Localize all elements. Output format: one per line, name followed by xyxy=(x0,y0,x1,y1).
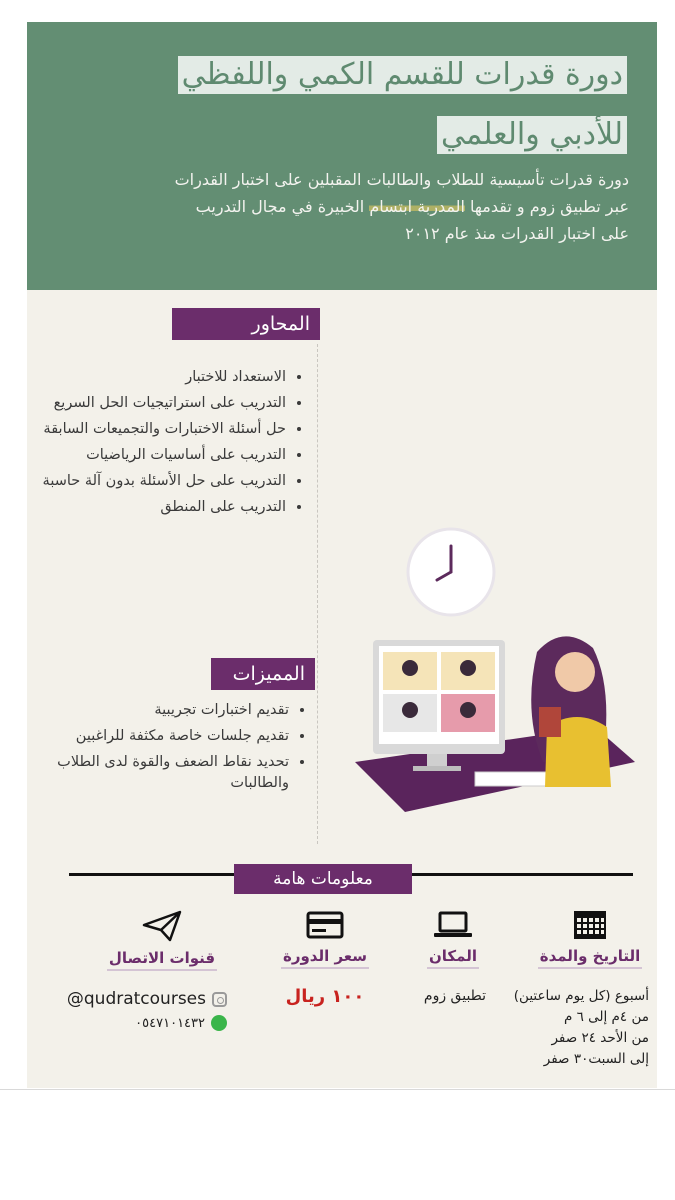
course-flyer xyxy=(27,22,657,1088)
list-item: • التدريب على أساسيات الرياضيات xyxy=(27,445,286,466)
date-line: أسبوع (كل يوم ساعتين) xyxy=(513,988,649,1004)
list-item: • التدريب على حل الأسئلة بدون آلة حاسبة xyxy=(27,471,286,492)
laptop-icon xyxy=(433,910,473,940)
date-line: من ٤م إلى ٦ م xyxy=(563,1009,649,1025)
whatsapp-icon xyxy=(211,1015,227,1031)
important-info-heading: معلومات هامة xyxy=(234,864,412,894)
clock-icon xyxy=(408,529,494,615)
title-line-1: دورة قدرات للقسم الكمي واللفظي xyxy=(178,56,627,94)
calendar-icon xyxy=(573,910,607,940)
instagram-handle[interactable]: @qudratcourses xyxy=(66,989,206,1009)
online-class-illustration xyxy=(315,522,635,812)
contact-label: قنوات الاتصال xyxy=(107,949,217,971)
date-line: إلى السبت٣٠ صفر xyxy=(543,1051,649,1067)
instagram-icon xyxy=(212,992,227,1007)
intro-text xyxy=(49,166,629,247)
price-value: ١٠٠ ريال xyxy=(285,986,365,1007)
axes-list xyxy=(27,367,312,523)
date-line: من الأحد ٢٤ صفر xyxy=(551,1030,649,1046)
credit-card-icon xyxy=(306,910,344,940)
list-item: • حل أسئلة الاختبارات والتجميعات السابقة xyxy=(27,419,286,440)
list-item: • تحديد نقاط الضعف والقوة لدى الطلاب والطالبات xyxy=(29,752,289,794)
place-label: المكان xyxy=(427,947,479,969)
page-bottom-edge xyxy=(0,1089,675,1090)
trainer-name-highlight: المدربة ابتسام xyxy=(369,197,465,216)
features-heading: المميزات xyxy=(211,658,315,690)
contact-details xyxy=(27,987,227,1035)
price-column xyxy=(275,910,375,969)
intro-line-2 xyxy=(49,193,629,220)
header-banner xyxy=(27,22,657,290)
intro-line-2-start: عبر تطبيق زوم و تقدمها xyxy=(464,197,629,216)
whatsapp-number[interactable]: ٠٥٤٧١٠١٤٣٢ xyxy=(135,1015,205,1031)
list-item: • تقديم جلسات خاصة مكثفة للراغبين xyxy=(29,726,289,747)
place-value: تطبيق زوم xyxy=(423,988,487,1004)
price-label: سعر الدورة xyxy=(281,947,369,969)
paper-plane-icon xyxy=(142,910,182,942)
contact-column xyxy=(97,910,227,971)
place-column xyxy=(412,910,494,969)
intro-line-1: دورة قدرات تأسيسية للطلاب والطالبات المقبلين على اختبار القدرات xyxy=(174,170,629,189)
list-item: • تقديم اختبارات تجريبية xyxy=(29,700,289,721)
intro-line-3: على اختبار القدرات منذ عام ٢٠١٢ xyxy=(405,224,629,243)
instagram-row[interactable] xyxy=(27,987,227,1011)
whatsapp-row[interactable] xyxy=(27,1011,227,1035)
features-list xyxy=(29,700,315,799)
list-item: • الاستعداد للاختبار xyxy=(27,367,286,388)
intro-line-2-end: الخبيرة في مجال التدريب xyxy=(195,197,370,216)
date-column xyxy=(530,910,650,969)
list-item: • التدريب على المنطق xyxy=(27,497,286,518)
date-label: التاريخ والمدة xyxy=(538,947,643,969)
list-item: • التدريب على استراتيجيات الحل السريع xyxy=(27,393,286,414)
axes-heading: المحاور xyxy=(172,308,320,340)
title-line-2: للأدبي والعلمي xyxy=(437,116,627,154)
